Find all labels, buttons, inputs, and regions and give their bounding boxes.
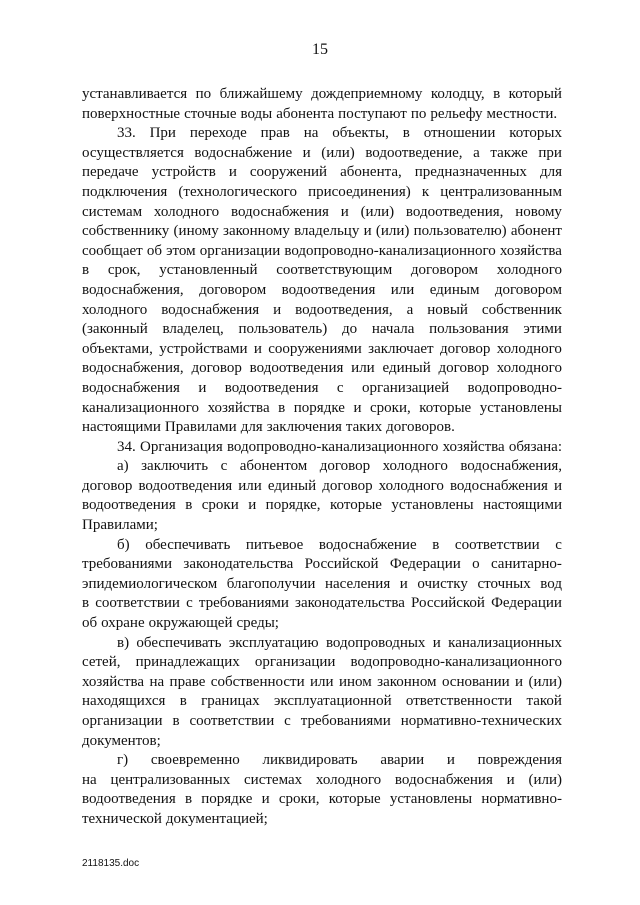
text-line: эпидемиологическом благополучии населения и очистку сточных вод	[82, 575, 562, 592]
text-line: на централизованных системах холодного водоснабжения и (или)	[82, 771, 562, 788]
text-line: об охране окружающей среды;	[82, 615, 279, 632]
text-line: находящихся в границах эксплуатационной ответственности такой	[82, 693, 562, 710]
text-line: в соответствии с требованиями законодательства Российской Федерации	[82, 595, 562, 612]
text-line: в срок, установленный соответствующим договором холодного	[82, 262, 562, 279]
clause-34	[82, 438, 562, 458]
item-b	[82, 536, 562, 634]
text-line: (законный владелец, пользователь) до начала пользования этими	[82, 321, 562, 338]
text-line: сообщает об этом организации водопроводно-канализационного хозяйства	[82, 242, 562, 259]
text-line: подключения (технологического присоединения) к централизованным	[82, 183, 562, 200]
file-name-footer: 2118135.doc	[82, 858, 140, 869]
text-line: г) своевременно ликвидировать аварии и повреждения	[117, 752, 562, 769]
document-body	[82, 85, 562, 830]
item-a	[82, 457, 562, 535]
text-line: настоящими Правилами для заключения таких договоров.	[82, 419, 455, 436]
text-line: водоотведения в порядке и сроки, которые установлены нормативно-	[82, 791, 562, 808]
text-line: требованиями законодательства Российской Федерации о санитарно-	[82, 556, 562, 573]
text-line: передаче устройств и сооружений абонента, предназначенных для	[82, 164, 562, 181]
text-line: сетей, принадлежащих организации водопроводно-канализационного	[82, 654, 562, 671]
text-line: поверхностные сточные воды абонента поступают по рельефу местности.	[82, 105, 558, 122]
paragraph	[82, 85, 562, 124]
item-v	[82, 634, 562, 752]
text-line: собственнику (иному законному владельцу и (или) пользователю) абонент	[82, 223, 562, 240]
text-line: документов;	[82, 732, 161, 749]
item-g	[82, 751, 562, 829]
text-line: технической документацией;	[82, 810, 268, 827]
page-number: 15	[312, 41, 328, 58]
text-line: водоснабжения и водоотведения с организацией водопроводно-	[82, 379, 562, 396]
text-line: холодного водоснабжения и водоотведения, а новый собственник	[82, 301, 562, 318]
text-line: объектами, устройствами и сооружениями заключает договор холодного	[82, 340, 562, 357]
text-line: 34. Организация водопроводно-канализационного хозяйства обязана:	[117, 438, 562, 455]
text-line: б) обеспечивать питьевое водоснабжение в соответствии с	[117, 536, 562, 553]
text-line: хозяйства на праве собственности или ином законном основании и (или)	[82, 673, 562, 690]
text-line: устанавливается по ближайшему дождеприемному колодцу, в который	[82, 86, 562, 102]
text-line: канализационного хозяйства в порядке и сроки, которые установлены	[82, 399, 562, 416]
text-line: системам холодного водоснабжения и (или) водоотведения, новому	[82, 203, 562, 220]
text-line: водоснабжения, договор водоотведения или единый договор холодного	[82, 360, 562, 377]
text-line: в) обеспечивать эксплуатацию водопроводных и канализационных	[117, 634, 562, 651]
text-line: а) заключить с абонентом договор холодного водоснабжения,	[117, 458, 562, 475]
text-line: водоотведения в сроки и порядке, которые установлены настоящими	[82, 497, 562, 514]
text-line: Правилами;	[82, 517, 158, 534]
text-line: 33. При переходе прав на объекты, в отношении которых	[117, 125, 562, 142]
text-line: водоснабжения, договором водоотведения или единым договором	[82, 281, 562, 298]
text-line: организации в соответствии с требованиями нормативно-технических	[82, 713, 562, 729]
text-line: договор водоотведения или единый договор холодного водоснабжения и	[82, 477, 562, 494]
text-line: осуществляется водоснабжение и (или) водоотведение, а также при	[82, 144, 562, 161]
clause-33	[82, 124, 562, 438]
